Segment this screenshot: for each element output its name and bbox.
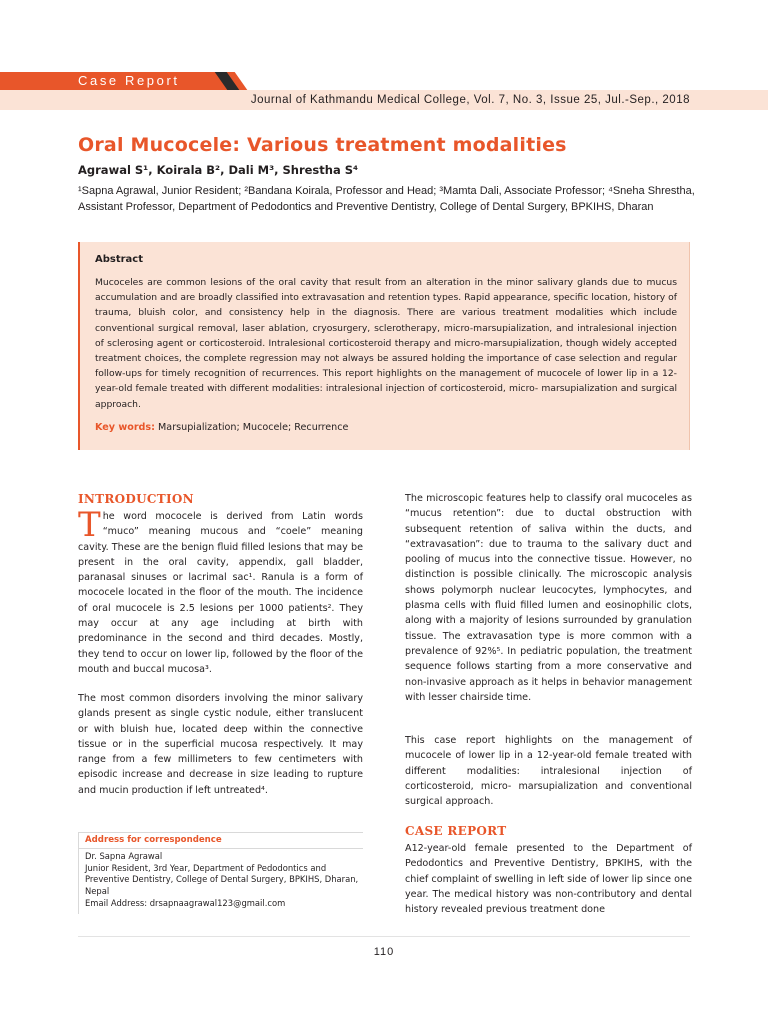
section-label: Case Report <box>78 73 180 88</box>
abstract-heading: Abstract <box>95 254 144 265</box>
keywords-label: Key words: <box>95 422 155 433</box>
introduction-heading: INTRODUCTION <box>78 492 194 506</box>
correspondence-details <box>85 851 360 910</box>
footer-divider <box>78 936 690 937</box>
introduction-body <box>78 505 363 677</box>
correspondence-email: Email Address: drsapnaagrawal123@gmail.com <box>85 897 286 908</box>
correspondence-divider <box>78 848 363 849</box>
right-paragraph-2: This case report highlights on the management of mucocele of lower lip in a 12-year-old female treated with different modalities: intralesional injection of corticosteroid, micro- marsupialization and conventional surgical approach. <box>405 735 692 808</box>
keywords-text: Marsupialization; Mucocele; Recurrence <box>158 422 349 433</box>
article-title: Oral Mucocele: Various treatment modalities <box>78 134 567 156</box>
introduction-paragraph-2: The most common disorders involving the minor salivary glands present as single cystic nodule, either translucent or with bluish hue, located deep within the connective tissue or in the superficial mucosa respectively. It may range from a few millimeters to few centimeters with episodic increase and decrease in size leading to rupture and mucin production if left untreated⁴. <box>78 693 363 796</box>
correspondence-position: Junior Resident, 3rd Year, Department of Pedodontics and Preventive Dentistry, College of Dental Surgery, BPKIHS, Dharan, Nepal <box>85 862 359 897</box>
author-affiliations: ¹Sapna Agrawal, Junior Resident; ²Bandana Koirala, Professor and Head; ³Mamta Dali, Associate Professor; ⁴Sneha Shrestha, Assistant Professor, Department of Pedodontics and Preventive Dentistry, College of Dental Surgery, BPKIHS, Dharan <box>78 185 695 213</box>
drop-cap: T <box>78 505 101 545</box>
page-number: 110 <box>373 946 395 958</box>
introduction-paragraph-1-text: he word mococele is derived from Latin words “muco” meaning mucous and “coele” meaning cavity. These are the benign fluid filled lesions that may be present in the oral cavity, appendix, gall bladder, paranasal sinuses or lacrimal sac¹. Ranula is a form of mococele located in the floor of the mouth. The incidence of oral mucocele is 2.5 lesions per 1000 patients². They may occur at any age including at birth with predominance in the second and third decades. Mostly, they tend to occur on lower lip, followed by the floor of the mouth and buccal mucosa³. <box>78 511 363 675</box>
case-report-heading: CASE REPORT <box>405 824 507 838</box>
correspondence-heading: Address for correspondence <box>85 835 222 845</box>
keywords <box>95 422 348 433</box>
introduction-paragraph-1 <box>78 505 363 677</box>
correspondence-name: Dr. Sapna Agrawal <box>85 851 163 861</box>
case-report-paragraph: A12-year-old female presented to the Department of Pedodontics and Preventive Dentistry, BPKIHS, with the chief complaint of swelling in left side of lower lip since one year. The medical history was non-contributory and dental history revealed previous treatment done <box>405 843 692 916</box>
journal-citation: Journal of Kathmandu Medical College, Vol. 7, No. 3, Issue 25, Jul.-Sep., 2018 <box>250 94 690 106</box>
abstract-text: Mucoceles are common lesions of the oral cavity that result from an alteration in the minor salivary glands due to mucus accumulation and are broadly classified into extravasation and retention types. Rapid appearance, specific location, history of trauma, bluish color, and consistency help in the diagnosis. There are various treatment modalities which include conventional surgical removal, laser ablation, cryosurgery, sclerotherapy, micro-marsupialization, and intralesional injection of sclerosing agent or corticosteroid. Intralesional corticosteroid therapy and micro-marsupialization, though widely accepted treatment choices, the complete regression may not always be assured holding the importance of case selection and regular follow-ups for timely recognition of recurrences. This report highlights on the management of mucocele of lower lip in a 12-year-old female treated with different modalities: intralesional injection of corticosteroid, micro- marsupialization and surgical approach. <box>95 277 677 410</box>
right-paragraph-1: The microscopic features help to classify oral mucoceles as “mucus retention”: due to ductal obstruction with subsequent retention of saliva within the ducts, and “extravasation”: due to trauma to the salivary duct and pooling of mucus into the connective tissue. However, no distinction is possible clinically. The microscopic analysis shows polymorph nuclear leucocytes, lymphocytes, and plasma cells with fluid filled lumen and eosinophilic clots, along with a majority of lesions surrounded by granulation tissue. The extravasation type is more common with a prevalence of 92%⁵. In pediatric population, the treatment sequence follows starting from a more conservative and non-invasive approach as it helps in behavior management with lesser chairside time. <box>405 493 692 703</box>
author-list: Agrawal S¹, Koirala B², Dali M³, Shrestha S⁴ <box>78 163 359 177</box>
